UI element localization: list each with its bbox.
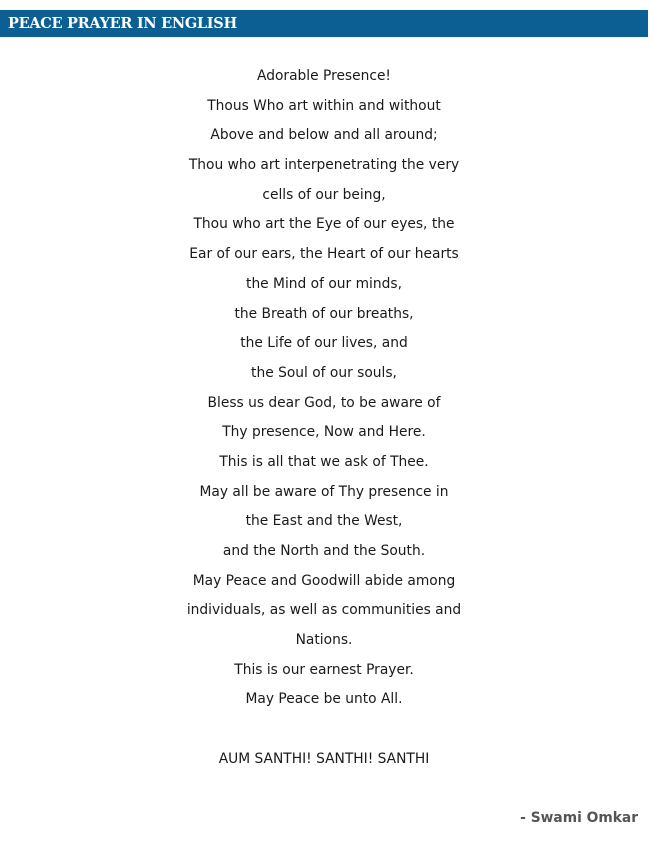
prayer-line: Thous Who art within and without — [207, 97, 441, 114]
prayer-line: This is our earnest Prayer. — [234, 661, 414, 678]
prayer-line: the East and the West, — [245, 513, 403, 530]
prayer-line: the Mind of our minds, — [246, 275, 402, 292]
prayer-line: Thy presence, Now and Here. — [222, 424, 426, 441]
prayer-line: May Peace and Goodwill abide among — [192, 572, 456, 589]
prayer-line: Ear of our ears, the Heart of our hearts — [189, 246, 459, 263]
prayer-line: May all be aware of Thy presence in — [199, 483, 449, 500]
prayer-line: Thou who art the Eye of our eyes, the — [193, 216, 455, 233]
prayer-line: This is all that we ask of Thee. — [219, 453, 429, 470]
prayer-line: and the North and the South. — [222, 543, 426, 559]
prayer-line: Nations. — [295, 632, 353, 649]
prayer-line: Adorable Presence! — [257, 68, 391, 84]
prayer-line: Above and below and all around; — [210, 127, 438, 144]
author-attribution: - Swami Omkar — [520, 810, 638, 826]
prayer-line: the Life of our lives, and — [240, 335, 408, 352]
prayer-line: the Breath of our breaths, — [234, 305, 414, 322]
prayer-line: cells of our being, — [262, 186, 386, 203]
prayer-line: individuals, as well as communities and — [186, 602, 462, 619]
prayer-line: the Soul of our souls, — [251, 364, 397, 381]
closing-chant: AUM SANTHI! SANTHI! SANTHI — [218, 751, 430, 767]
prayer-text — [0, 62, 648, 715]
page-title: PEACE PRAYER IN ENGLISH — [8, 15, 237, 32]
prayer-line: Thou who art interpenetrating the very — [188, 157, 460, 174]
prayer-line: May Peace be unto All. — [245, 691, 403, 708]
prayer-line: Bless us dear God, to be aware of — [207, 394, 441, 411]
section-header — [0, 10, 648, 37]
